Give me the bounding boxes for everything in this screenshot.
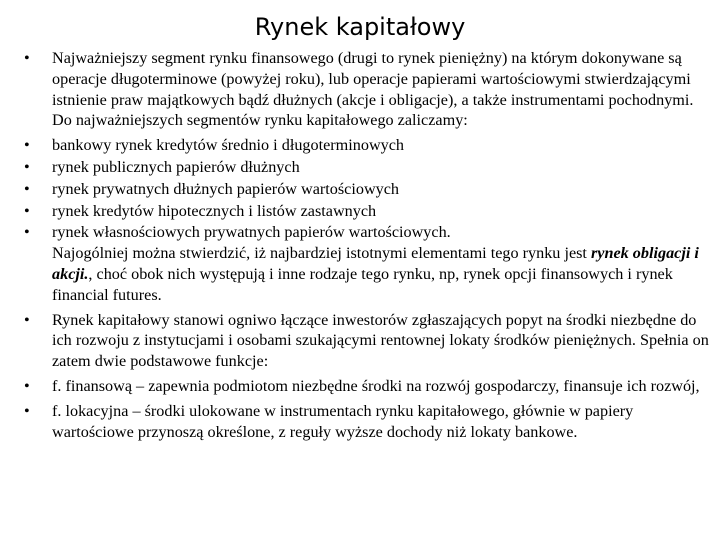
emphasis-text: rynek obligacji i akcji. <box>52 244 699 283</box>
list-item <box>24 179 714 200</box>
bullet-icon: • <box>24 157 30 176</box>
bullet-list <box>24 48 714 446</box>
bullet-icon: • <box>24 401 30 420</box>
list-item-text: rynek prywatnych dłużnych papierów wartościowych <box>52 179 400 198</box>
bullet-icon: • <box>24 376 30 395</box>
bullet-icon: • <box>24 223 30 242</box>
list-item-continuation-end: , choć obok nich występują i inne rodzaje tego rynku, np, rynek opcji finansowych i rynek financial futures. <box>52 264 673 304</box>
list-item <box>24 135 714 156</box>
list-item <box>24 310 714 372</box>
list-item <box>24 48 714 131</box>
list-item-text: rynek kredytów hipotecznych i listów zastawnych <box>52 201 377 220</box>
list-item <box>24 157 714 178</box>
bullet-icon: • <box>24 49 30 67</box>
list-item-continuation: Najogólniej można stwierdzić, iż najbardziej istotnymi elementami tego rynku jest <box>52 244 591 263</box>
list-item-text: rynek własnościowych prywatnych papierów wartościowych. <box>52 223 451 242</box>
list-item <box>24 201 714 222</box>
list-item <box>24 376 714 397</box>
list-item <box>24 222 714 305</box>
list-item-text: f. finansową – zapewnia podmiotom niezbędne środki na rozwój gospodarczy, finansuje ich rozwój, <box>52 376 700 395</box>
bullet-icon: • <box>24 136 30 155</box>
list-item-text: Rynek kapitałowy stanowi ogniwo łączące inwestorów zgłaszających popyt na środki niezbędne do ich rozwoju z instytucjami i osobami szukającymi rentownej lokaty środków pieniężnych. Spełnia on zatem dwie podstawowe funkcje: <box>52 310 709 371</box>
list-item-text: Najważniejszy segment rynku finansowego (drugi to rynek pieniężny) na którym dokonywane są operacje długoterminowe (powyżej roku), lub operacje papierami wartościowymi stwierdzającymi istnienie praw majątkowych bądź dłużnych (akcje i obligacje), a także instrumentami pochodnymi. Do najważniejszych segmentów rynku kapitałowego zaliczamy: <box>52 49 694 130</box>
list-item-text: f. lokacyjna – środki ulokowane w instrumentach rynku kapitałowego, głównie w papiery wartościowe przynoszą określone, z reguły wyższe dochody niż lokaty bankowe. <box>52 401 634 441</box>
slide-title: Rynek kapitałowy <box>254 13 466 41</box>
bullet-icon: • <box>24 179 30 198</box>
list-item-text: bankowy rynek kredytów średnio i długoterminowych <box>52 136 405 155</box>
list-item-text: rynek publicznych papierów dłużnych <box>52 157 300 176</box>
list-item <box>24 401 714 443</box>
bullet-icon: • <box>24 201 30 220</box>
bullet-icon: • <box>24 310 30 329</box>
